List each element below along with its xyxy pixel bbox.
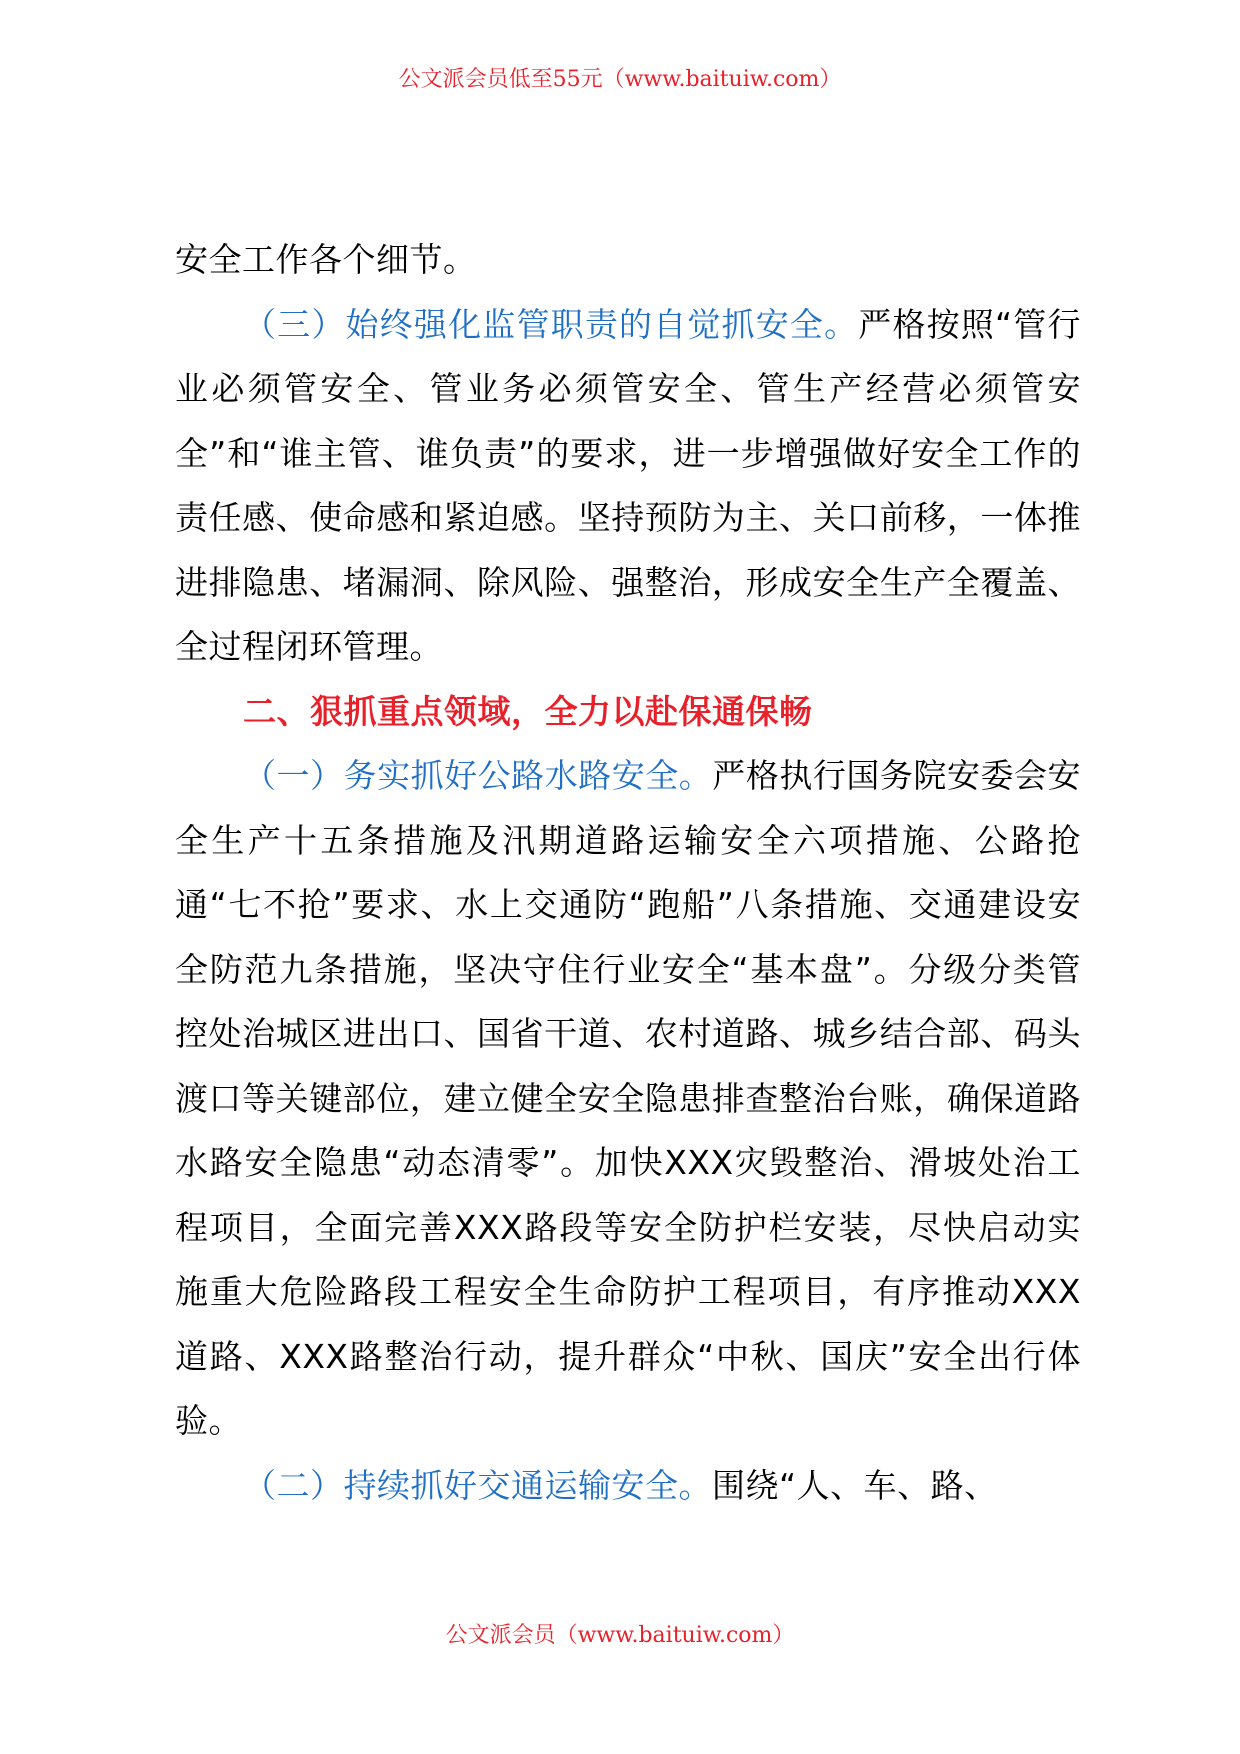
document-body [175,228,1081,1518]
subheading-one: （一）务实抓好公路水路安全。 [243,756,713,795]
watermark-footer: 公文派会员（www.baituiw.com） [445,1623,795,1648]
paragraph-text: 安全工作各个细节。 [175,240,477,279]
subheading-three: （三）始终强化监管职责的自觉抓安全。 [243,304,859,344]
paragraph-text: 严格执行国务院安委会安全生产十五条措施及汛期道路运输安全六项措施、公路抢通“七不抢”要求、水上交通防“跑船”八条措施、交通建设安全防范九条措施，坚决守住行业安全“基本盘”。分级分类管控处治城区进出口、国省干道、农村道路、城乡结合部、码头渡口等关键部位，建立健全安全隐患排查整治台账，确保道路水路安全隐患“动态清零”。加快XXX灾毁整治、滑坡处治工程项目，全面完善XXX路段等安全防护栏安装，尽快启动实施重大危险路段工程安全生命防护工程项目，有序推动XXX道路、XXX路整治行动，提升群众“中秋、国庆”安全出行体验。 [175,756,1082,1440]
paragraph-continuation [175,228,1081,293]
watermark-header: 公文派会员低至55元（www.baituiw.com） [398,67,842,92]
paragraph-transport-safety [175,1454,1081,1519]
section-heading-two: 二、狠抓重点领域，全力以赴保通保畅 [243,691,813,731]
paragraph-text: 围绕“人、车、路、 [712,1465,998,1505]
paragraph-supervision-duty [175,293,1081,680]
paragraph-text: 严格按照“管行业必须管安全、管业务必须管安全、管生产经营必须管安全”和“谁主管、谁负责”的要求，进一步增强做好安全工作的责任感、使命感和紧迫感。坚持预防为主、关口前移，一体推进排隐患、堵漏洞、除风险、强整治，形成安全生产全覆盖、全过程闭环管理。 [175,304,1081,666]
subheading-two: （二）持续抓好交通运输安全。 [243,1465,712,1505]
paragraph-road-water-safety [175,744,1081,1454]
